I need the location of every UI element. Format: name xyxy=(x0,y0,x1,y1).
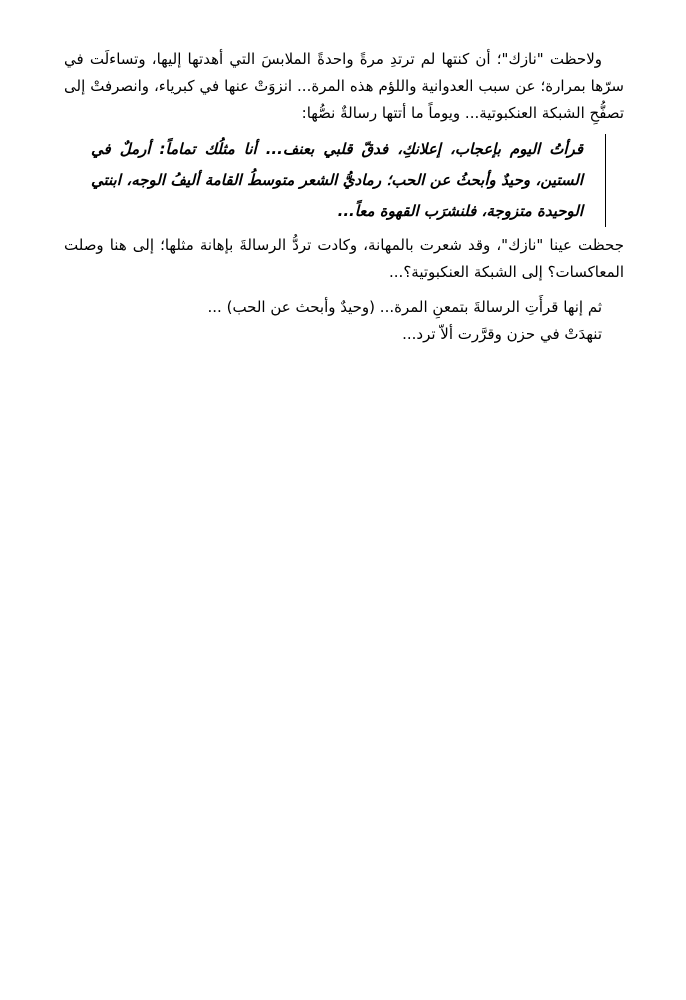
quoted-message: قرأتُ اليوم بإعجاب، إعلانكِ، فدقّ قلبي بعنف... أنا مثلُك تماماً: أرملٌ في الستين، وحيدٌ وأبحثُ عن الحب؛ رماديُّ الشعر متوسطُ القامة أليفُ الوجه، ابنتي الوحيدة متزوجة، فلنشرَب القهوة معاً... xyxy=(89,134,606,227)
paragraph-opening: ولاحظت "نازك"؛ أن كنتها لم ترتدِ مرةً واحدةً الملابسَ التي أهدتها إليها، وتساءلَت في سرّها بمرارة؛ عن سبب العدوانية واللؤم هذه المرة... انزوَتْ عنها في كبرياء، وانصرفتْ إلى تصفُّحِ الشبكة العنكبوتية... ويوماً ما أتتها رسالةٌ نصُّها: xyxy=(64,50,624,122)
line-decision: تنهدَتْ في حزن وقرَّرت ألاّ ترد... xyxy=(402,325,602,343)
story-text xyxy=(64,46,624,348)
paragraph-reaction: جحظت عينا "نازك"، وقد شعرت بالمهانة، وكادت تردُّ الرسالةَ بإهانة مثلها؛ إلى هنا وصلت المعاكسات؟ إلى الشبكة العنكبوتية؟... xyxy=(64,236,624,281)
line-reread: ثم إنها قرأَتِ الرسالةَ بتمعنِ المرة... (وحيدٌ وأبحث عن الحب) ... xyxy=(207,298,602,316)
quote-container xyxy=(64,131,606,230)
